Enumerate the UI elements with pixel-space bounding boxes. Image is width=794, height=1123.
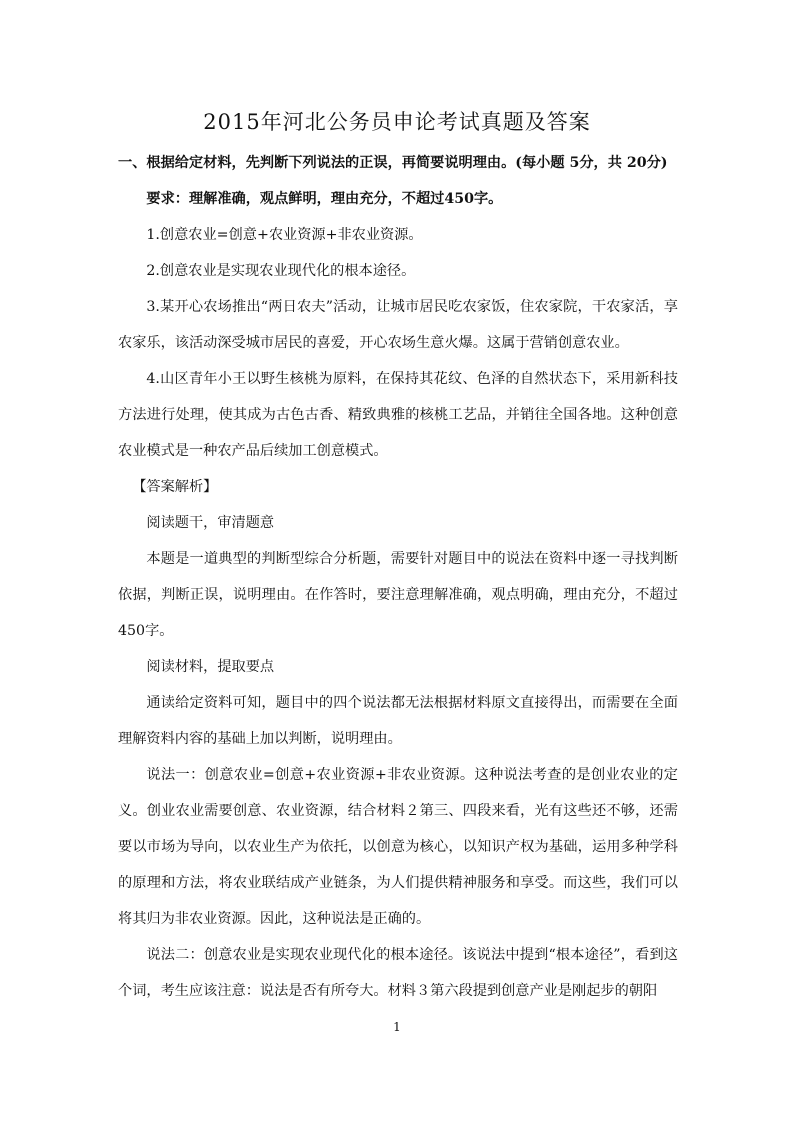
- page-number: 1: [393, 1020, 401, 1034]
- section-1-body: 本题是一道典型的判断型综合分析题，需要针对题目中的说法在资料中逐一寻找判断依据，判断正误，说明理由。在作答时，要注意理解准确，观点明确，理由充分，不超过450字。: [118, 551, 678, 639]
- document-title: 2015年河北公务员申论考试真题及答案: [203, 110, 591, 134]
- answer-label: 【答案解析】: [132, 479, 218, 495]
- question-heading: 一、根据给定材料，先判断下列说法的正误，再简要说明理由。(每小题 5分，共 20分): [118, 155, 668, 171]
- section-1-title: 阅读题干，审清题意: [146, 515, 275, 531]
- statement-1: 1.创意农业=创意+农业资源+非农业资源。: [146, 227, 423, 243]
- analysis-1: 说法一：创意农业=创意+农业资源+非农业资源。这种说法考查的是创业农业的定义。创业农业需要创意、农业资源，结合材料２第三、四段来看，光有这些还不够，还需要以市场为导向，以农业生产为依托，以创意为核心，以知识产权为基础，运用多种学科的原理和方法，将农业联结成产业链条，为人们提供精神服务和享受。而这些，我们可以将其归为非农业资源。因此，这种说法是正确的。: [118, 767, 678, 927]
- section-2-body: 通读给定资料可知，题目中的四个说法都无法根据材料原文直接得出，而需要在全面理解资料内容的基础上加以判断，说明理由。: [118, 695, 678, 747]
- statement-3: 3.某开心农场推出“两日农夫”活动，让城市居民吃农家饭，住农家院，干农家活，享农家乐，该活动深受城市居民的喜爱，开心农场生意火爆。这属于营销创意农业。: [118, 299, 678, 351]
- statement-4: 4.山区青年小王以野生核桃为原料，在保持其花纹、色泽的自然状态下，采用新科技方法进行处理，使其成为古色古香、精致典雅的核桃工艺品，并销往全国各地。这种创意农业模式是一种农产品后续加工创意模式。: [118, 371, 678, 459]
- analysis-2: 说法二：创意农业是实现农业现代化的根本途径。该说法中提到“根本途径”，看到这个词，考生应该注意：说法是否有所夸大。材料３第六段提到创意产业是刚起步的朝阳: [118, 947, 678, 999]
- document-body: [118, 145, 678, 1009]
- requirement-text: 要求：理解准确，观点鲜明，理由充分，不超过450字。: [146, 191, 503, 207]
- statement-2: 2.创意农业是实现农业现代化的根本途径。: [146, 263, 416, 279]
- section-2-title: 阅读材料，提取要点: [146, 659, 275, 675]
